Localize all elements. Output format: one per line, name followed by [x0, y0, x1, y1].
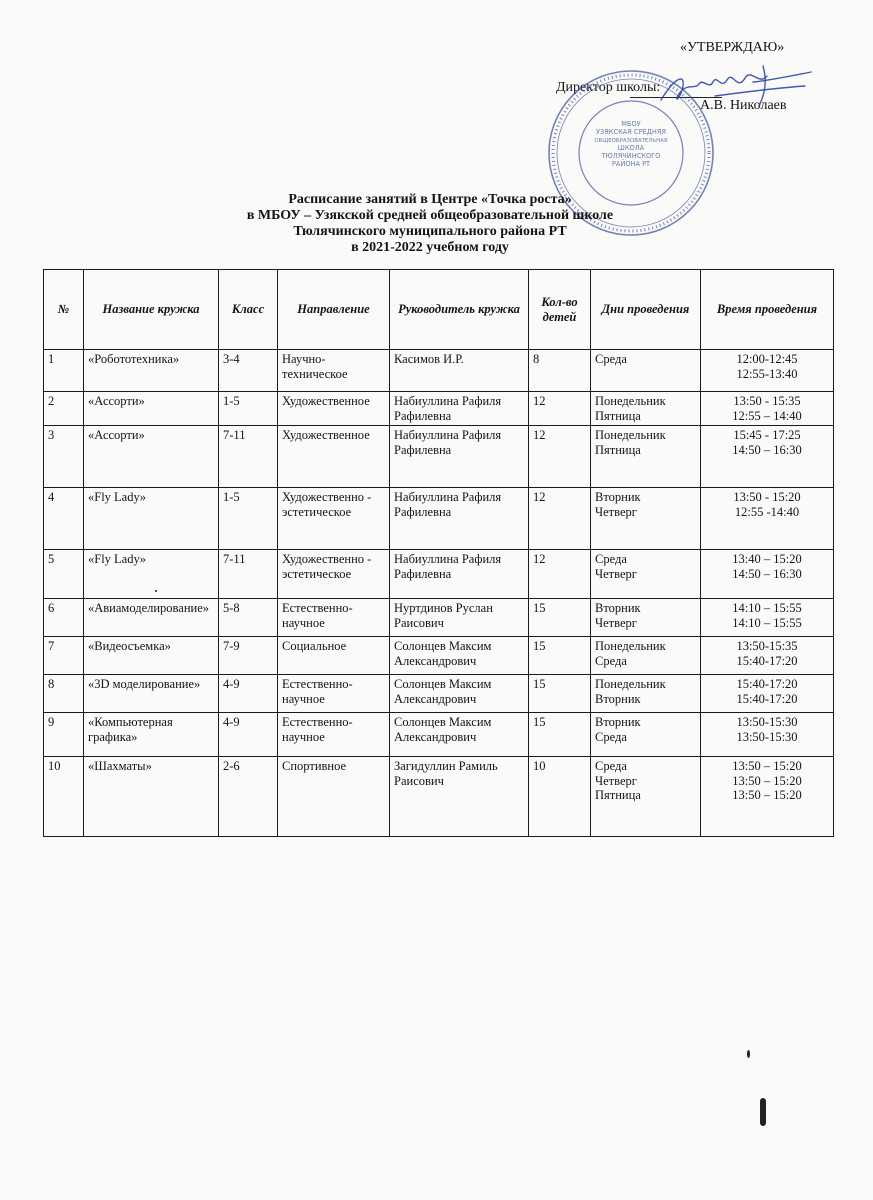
table-row [44, 392, 834, 426]
table-row [44, 675, 834, 713]
cell-count: 15 [529, 637, 591, 675]
cell-name: «Шахматы» [84, 757, 219, 837]
cell-direction: Естественно-научное [278, 713, 390, 757]
cell-name: «Видеосъемка» [84, 637, 219, 675]
cell-name: «Авиамоделирование» [84, 599, 219, 637]
stamp-line-3: ОБЩЕОБРАЗОВАТЕЛЬНАЯ [594, 138, 668, 144]
cell-num: 9 [44, 713, 84, 757]
cell-direction: Художественное [278, 392, 390, 426]
cell-count: 12 [529, 426, 591, 488]
approval-heading: «УТВЕРЖДАЮ» [680, 40, 785, 55]
table-row [44, 550, 834, 599]
cell-num: 5 [44, 550, 84, 599]
cell-count: 15 [529, 675, 591, 713]
cell-time: 14:10 – 15:55 14:10 – 15:55 [701, 599, 834, 637]
cell-direction: Социальное [278, 637, 390, 675]
cell-direction: Художественно - эстетическое [278, 488, 390, 550]
cell-days: Понедельник Среда [591, 637, 701, 675]
cell-days: Среда Четверг [591, 550, 701, 599]
scan-speck [155, 590, 157, 592]
cell-time: 12:00-12:45 12:55-13:40 [701, 350, 834, 392]
cell-grade: 1-5 [219, 488, 278, 550]
cell-num: 3 [44, 426, 84, 488]
cell-count: 15 [529, 713, 591, 757]
cell-days: Понедельник Вторник [591, 675, 701, 713]
cell-name: «Fly Lady» [84, 488, 219, 550]
cell-days: Понедельник Пятница [591, 392, 701, 426]
cell-leader: Загидуллин Рамиль Раисович [390, 757, 529, 837]
cell-days: Вторник Четверг [591, 599, 701, 637]
table-row [44, 757, 834, 837]
cell-count: 10 [529, 757, 591, 837]
header-time: Время проведения [701, 270, 834, 350]
cell-time: 13:50 - 15:35 12:55 – 14:40 [701, 392, 834, 426]
cell-leader: Набиуллина Рафиля Рафилевна [390, 426, 529, 488]
title-line-3: Тюлячинского муниципального района РТ [293, 224, 567, 239]
table-row [44, 350, 834, 392]
cell-days: Среда [591, 350, 701, 392]
cell-leader: Солонцев Максим Александрович [390, 713, 529, 757]
cell-num: 10 [44, 757, 84, 837]
cell-name: «Fly Lady» [84, 550, 219, 599]
document-title [120, 192, 740, 256]
cell-direction: Естественно-научное [278, 599, 390, 637]
cell-grade: 7-11 [219, 550, 278, 599]
director-signature [655, 60, 815, 120]
cell-num: 8 [44, 675, 84, 713]
cell-days: Среда Четверг Пятница [591, 757, 701, 837]
header-num: № [44, 270, 84, 350]
cell-leader: Набиуллина Рафиля Рафилевна [390, 550, 529, 599]
director-position: Директор школы: [556, 80, 661, 95]
cell-grade: 4-9 [219, 675, 278, 713]
header-direction: Направление [278, 270, 390, 350]
cell-leader: Нуртдинов Руслан Раисович [390, 599, 529, 637]
stamp-line-5: ТЮЛЯЧИНСКОГО [601, 152, 661, 160]
cell-num: 1 [44, 350, 84, 392]
cell-count: 15 [529, 599, 591, 637]
table-row [44, 713, 834, 757]
director-name: А.В. Николаев [700, 98, 787, 113]
cell-leader: Набиуллина Рафиля Рафилевна [390, 392, 529, 426]
header-grade: Класс [219, 270, 278, 350]
stamp-line-4: ШКОЛА [617, 144, 645, 152]
table-row [44, 488, 834, 550]
stamp-line-2: УЗЯКСКАЯ СРЕДНЯЯ [595, 128, 667, 136]
cell-time: 13:50 - 15:20 12:55 -14:40 [701, 488, 834, 550]
cell-num: 4 [44, 488, 84, 550]
cell-count: 12 [529, 488, 591, 550]
cell-num: 2 [44, 392, 84, 426]
cell-grade: 5-8 [219, 599, 278, 637]
header-leader: Руководитель кружка [390, 270, 529, 350]
cell-time: 13:50-15:35 15:40-17:20 [701, 637, 834, 675]
cell-grade: 7-9 [219, 637, 278, 675]
cell-days: Вторник Среда [591, 713, 701, 757]
cell-direction: Спортивное [278, 757, 390, 837]
cell-grade: 2-6 [219, 757, 278, 837]
cell-grade: 1-5 [219, 392, 278, 426]
cell-count: 12 [529, 550, 591, 599]
schedule-table [43, 269, 834, 837]
title-line-2: в МБОУ – Узякской средней общеобразовательной школе [246, 208, 614, 223]
cell-leader: Солонцев Максим Александрович [390, 675, 529, 713]
scan-speck [760, 1098, 766, 1126]
cell-time: 15:40-17:20 15:40-17:20 [701, 675, 834, 713]
table-row [44, 599, 834, 637]
cell-days: Вторник Четверг [591, 488, 701, 550]
cell-direction: Художественное [278, 426, 390, 488]
header-count: Кол-во детей [529, 270, 591, 350]
table-row [44, 637, 834, 675]
title-line-1: Расписание занятий в Центре «Точка роста» [288, 192, 572, 207]
cell-name: «Ассорти» [84, 426, 219, 488]
cell-leader: Набиуллина Рафиля Рафилевна [390, 488, 529, 550]
cell-leader: Касимов И.Р. [390, 350, 529, 392]
cell-count: 8 [529, 350, 591, 392]
cell-direction: Научно-техническое [278, 350, 390, 392]
cell-time: 13:50 – 15:20 13:50 – 15:20 13:50 – 15:20 [701, 757, 834, 837]
cell-days: Понедельник Пятница [591, 426, 701, 488]
cell-grade: 7-11 [219, 426, 278, 488]
cell-count: 12 [529, 392, 591, 426]
cell-name: «Ассорти» [84, 392, 219, 426]
cell-direction: Художественно - эстетическое [278, 550, 390, 599]
cell-leader: Солонцев Максим Александрович [390, 637, 529, 675]
stamp-line-6: РАЙОНА РТ [611, 160, 651, 168]
title-line-4: в 2021-2022 учебном году [351, 240, 509, 255]
cell-name: «Компьютерная графика» [84, 713, 219, 757]
stamp-line-1: МБОУ [621, 120, 641, 128]
cell-time: 13:40 – 15:20 14:50 – 16:30 [701, 550, 834, 599]
header-name: Название кружка [84, 270, 219, 350]
cell-name: «Робототехника» [84, 350, 219, 392]
cell-time: 13:50-15:30 13:50-15:30 [701, 713, 834, 757]
cell-grade: 3-4 [219, 350, 278, 392]
cell-grade: 4-9 [219, 713, 278, 757]
cell-num: 7 [44, 637, 84, 675]
cell-direction: Естественно-научное [278, 675, 390, 713]
scan-speck [747, 1050, 750, 1058]
header-days: Дни проведения [591, 270, 701, 350]
cell-num: 6 [44, 599, 84, 637]
table-row [44, 426, 834, 488]
cell-time: 15:45 - 17:25 14:50 – 16:30 [701, 426, 834, 488]
table-header-row [44, 270, 834, 350]
cell-name: «3D моделирование» [84, 675, 219, 713]
